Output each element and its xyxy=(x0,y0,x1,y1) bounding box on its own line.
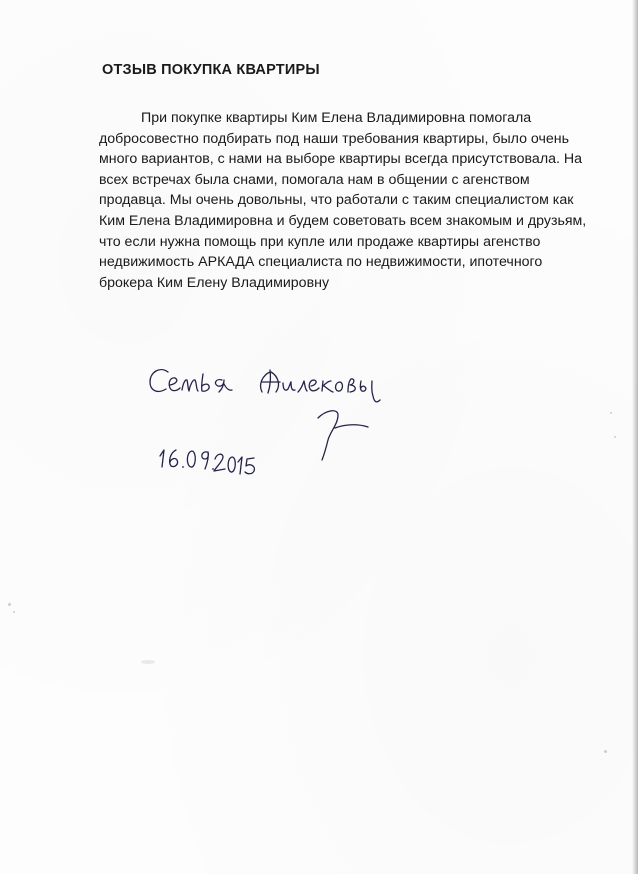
scan-speck xyxy=(604,750,607,753)
scan-edge-shadow xyxy=(632,0,638,874)
handwritten-date xyxy=(160,450,254,474)
review-body-text: При покупке квартиры Ким Елена Владимировна помогала добросовестно подбирать под наши требования квартиры, было очень много вариантов, с нами на выборе квартиры всегда присутствовала. На всех встречах была снами, помогала нам в общении с агенством продавца. Мы очень довольны, что работали с таким специалистом как Ким Елена Владимировна и будем советовать всем знакомым и друзьям, что если нужна помощь при купле или продаже квартиры агенство недвижимость АРКАДА специалиста по недвижимости, ипотечного брокера Ким Елену Владимировну xyxy=(99,110,587,291)
scan-smudge xyxy=(141,660,155,664)
signature-mark xyxy=(318,411,368,460)
scan-speck xyxy=(614,436,616,438)
document-title: ОТЗЫВ ПОКУПКА КВАРТИРЫ xyxy=(102,62,320,78)
scan-speck xyxy=(8,603,11,606)
scan-speck xyxy=(610,412,612,414)
handwritten-family-name xyxy=(150,370,380,402)
scan-speck xyxy=(13,611,15,613)
